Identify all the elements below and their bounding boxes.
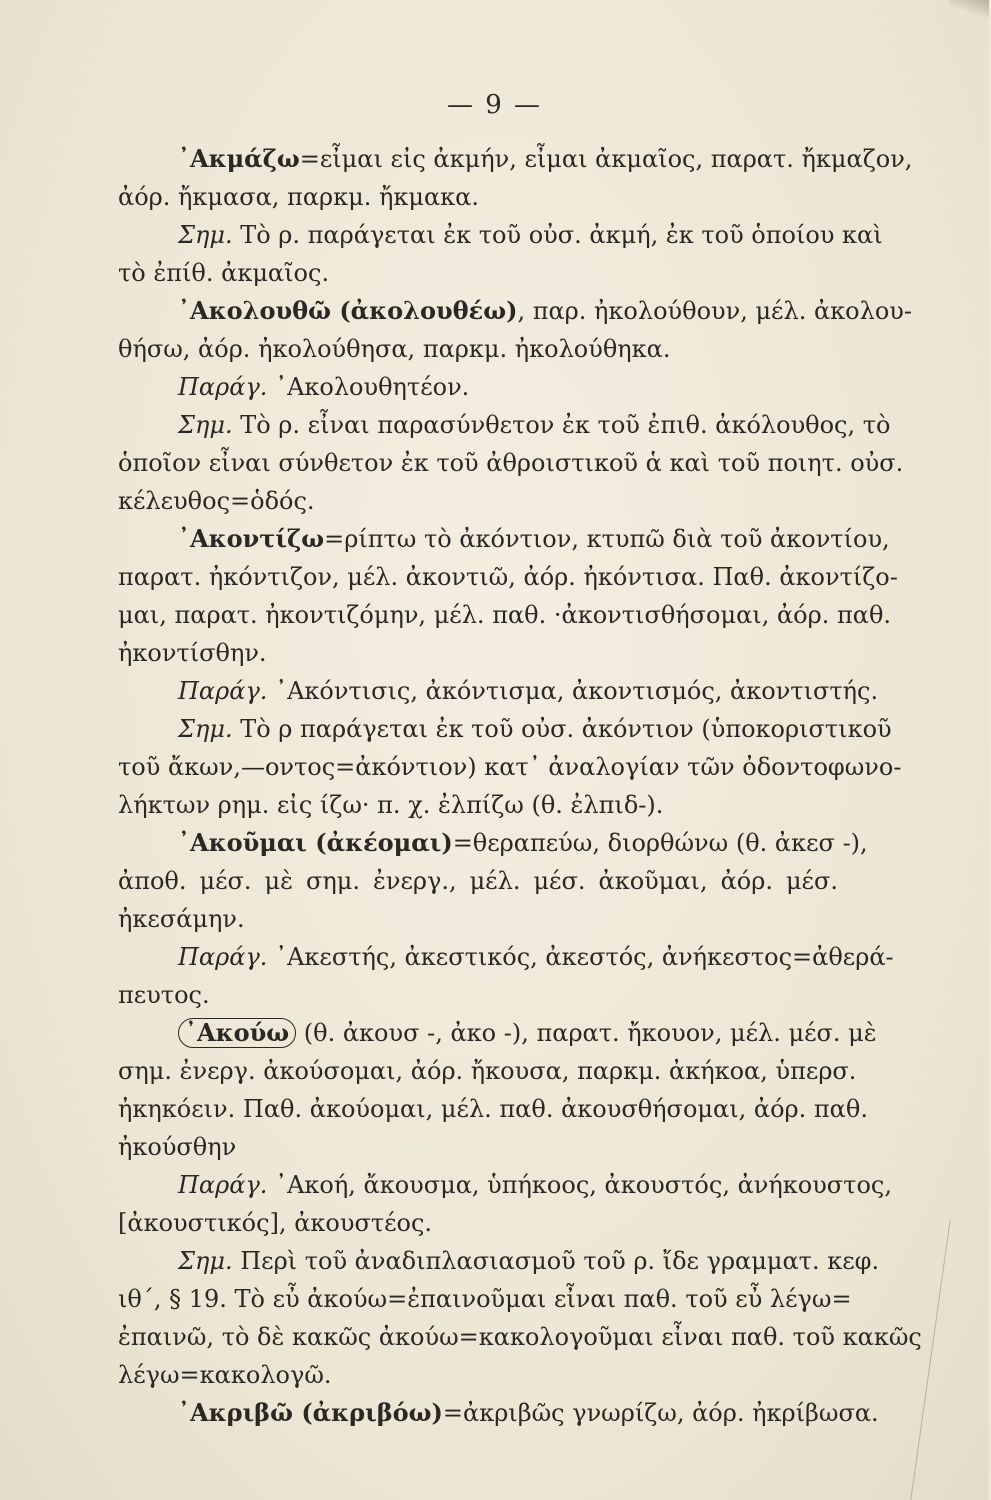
text-line: ᾿Ακολουθῶ (ἀκολουθέω), παρ. ἠκολούθουν, μέλ. ἀκολου- xyxy=(178,296,912,325)
text-line: παρατ. ἠκόντιζον, μέλ. ἀκοντιῶ, ἀόρ. ἠκόντισα. Παθ. ἀκοντίζο- xyxy=(118,563,898,591)
headword: ᾿Ακμάζω xyxy=(178,144,300,173)
label-derivatives: Παράγ. xyxy=(178,943,268,971)
text-line: ᾿Ακοῦμαι (ἀκέομαι)=θεραπεύω, διορθώνω (θ. ἀκεσ -), xyxy=(178,828,868,857)
text-line: Παράγ. ᾿Ακόντισις, ἀκόντισμα, ἀκοντισμός, ἀκοντιστής. xyxy=(178,677,879,705)
headword: ᾿Ακοντίζω xyxy=(178,524,325,553)
label-derivatives: Παράγ. xyxy=(178,1171,268,1199)
text-line: ᾿Ακριβῶ (ἀκριβόω)=ἀκριβῶς γνωρίζω, ἀόρ. ἠκρίβωσα. xyxy=(178,1398,879,1427)
headword: ᾿Ακριβῶ (ἀκριβόω) xyxy=(178,1398,443,1427)
label-note: Σημ. xyxy=(178,715,233,743)
label-derivatives: Παράγ. xyxy=(178,677,268,705)
text-line: πευτος. xyxy=(118,981,210,1009)
text-line: κέλευθος=ὁδός. xyxy=(118,487,315,515)
text-line: Σημ. Τὸ ρ. εἶναι παρασύνθετον ἐκ τοῦ ἐπιθ. ἀκόλουθος, τὸ xyxy=(178,411,891,439)
text-line: ἠκεσάμην. xyxy=(118,905,245,933)
text-line: τὸ ἐπίθ. ἀκμαῖος. xyxy=(118,259,330,287)
dictionary-text xyxy=(118,140,922,1432)
headword: ᾿Ακολουθῶ (ἀκολουθέω) xyxy=(178,296,518,325)
text-line: Σημ. Τὸ ρ. παράγεται ἐκ τοῦ οὐσ. ἀκμή, ἐκ τοῦ ὁποίου καὶ xyxy=(178,221,883,249)
label-note: Σημ. xyxy=(178,411,233,439)
text-line: ᾿Ακοντίζω=ρίπτω τὸ ἀκόντιον, κτυπῶ διὰ τοῦ ἀκοντίου, xyxy=(178,524,890,553)
headword: ᾿Ακοῦμαι (ἀκέομαι) xyxy=(178,828,453,857)
text-line: μαι, παρατ. ἠκοντιζόμην, μέλ. παθ. ·ἀκοντισθήσομαι, ἀόρ. παθ. xyxy=(118,601,892,629)
text-line: ᾿Ακμάζω=εἶμαι εἰς ἀκμήν, εἶμαι ἀκμαῖος, παρατ. ἤκμαζον, xyxy=(178,144,913,173)
headword-circled: ᾿Ακούω xyxy=(178,1018,296,1048)
text-line: ἠκούσθην xyxy=(118,1133,237,1161)
text-line: ἠκοντίσθην. xyxy=(118,639,267,667)
label-derivatives: Παράγ. xyxy=(178,373,268,401)
text-line: ἀποθ. μέσ. μὲ σημ. ἐνεργ., μέλ. μέσ. ἀκοῦμαι, ἀόρ. μέσ. xyxy=(118,867,838,895)
text-line: ἐπαινῶ, τὸ δὲ κακῶς ἀκούω=κακολογοῦμαι εἶναι παθ. τοῦ κακῶς xyxy=(118,1323,922,1351)
text-line: Παράγ. ᾿Ακολουθητέον. xyxy=(178,373,470,401)
text-line: σημ. ἐνεργ. ἀκούσομαι, ἀόρ. ἤκουσα, παρκμ. ἀκήκοα, ὑπερσ. xyxy=(118,1057,857,1085)
text-line: θήσω, ἀόρ. ἠκολούθησα, παρκμ. ἠκολούθηκα. xyxy=(118,335,671,363)
text-line: λήκτων ρημ. εἰς ίζω· π. χ. ἐλπίζω (θ. ἐλπιδ-). xyxy=(118,791,664,819)
page-corner-shadow xyxy=(949,0,989,20)
text-line: Σημ. Περὶ τοῦ ἀναδιπλασιασμοῦ τοῦ ρ. ἴδε γραμματ. κεφ. xyxy=(178,1247,880,1275)
label-note: Σημ. xyxy=(178,221,233,249)
page-number: — 9 — xyxy=(446,90,543,120)
label-note: Σημ. xyxy=(178,1247,233,1275)
text-line: ιθ΄, § 19. Τὸ εὖ ἀκούω=ἐπαινοῦμαι εἶναι παθ. τοῦ εὖ λέγω= xyxy=(118,1285,852,1313)
text-line: ᾿Ακούω (θ. ἀκουσ -, ἀκο -), παρατ. ἤκουον, μέλ. μέσ. μὲ xyxy=(118,1014,838,1052)
text-line: ἠκηκόειν. Παθ. ἀκούομαι, μέλ. παθ. ἀκουσθήσομαι, ἀόρ. παθ. xyxy=(118,1095,868,1123)
text-line: Παράγ. ᾿Ακοή, ἄκουσμα, ὑπήκοος, ἀκουστός, ἀνήκουστος, xyxy=(178,1171,892,1199)
page-crease xyxy=(910,1220,990,1500)
text-line: [ἀκουστικός], ἀκουστέος. xyxy=(118,1209,433,1237)
text-line: Παράγ. ᾿Ακεστής, ἀκεστικός, ἀκεστός, ἀνήκεστος=ἀθερά- xyxy=(178,943,894,971)
text-line: λέγω=κακολογῶ. xyxy=(118,1361,332,1389)
text-line: ἀόρ. ἤκμασα, παρκμ. ἤκμακα. xyxy=(118,183,480,211)
text-line: τοῦ ἄκων,—οντος=ἀκόντιον) κατ᾿ ἀναλογίαν τῶν ὀδοντοφωνο- xyxy=(118,753,902,781)
text-line: Σημ. Τὸ ρ παράγεται ἐκ τοῦ οὐσ. ἀκόντιον (ὑποκοριστικοῦ xyxy=(178,715,892,743)
text-line: ὁποῖον εἶναι σύνθετον ἐκ τοῦ ἀθροιστικοῦ ἁ καὶ τοῦ ποιητ. οὐσ. xyxy=(118,449,904,477)
